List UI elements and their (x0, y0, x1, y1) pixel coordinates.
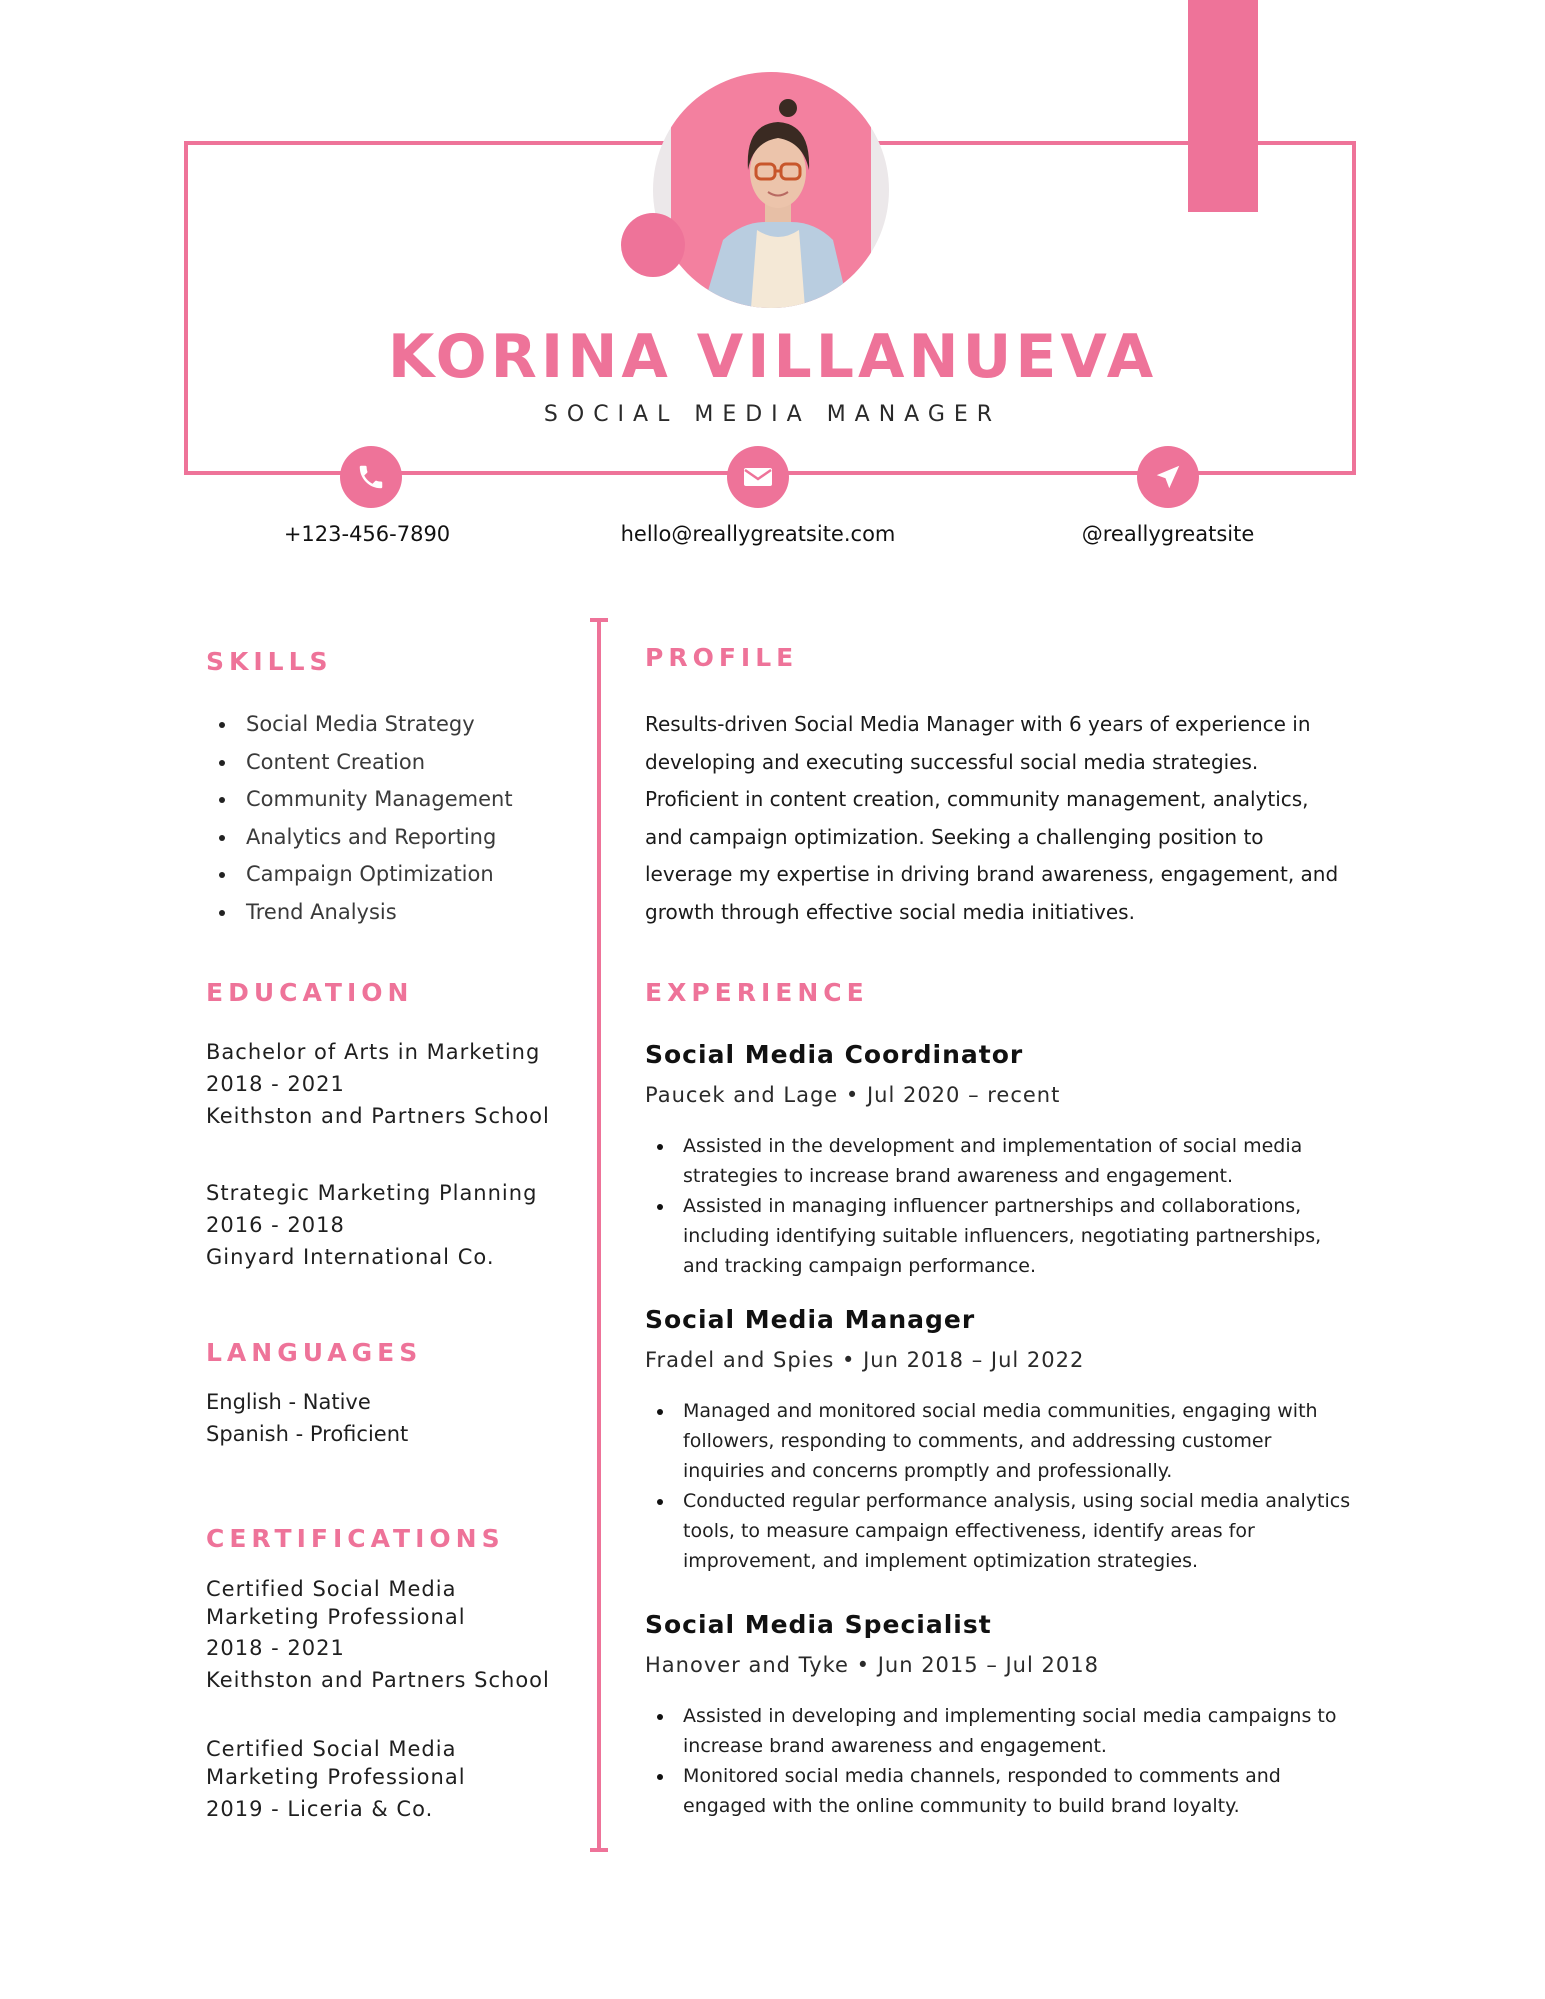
education-heading: EDUCATION (206, 978, 414, 1007)
profile-line: Proficient in content creation, community management, analytics, (645, 787, 1309, 811)
job-bullet: Assisted in managing influencer partnerships and collaborations, including identifying suitable influencers, negotiating partnerships, and tracking campaign performance. (683, 1191, 1353, 1281)
profile-photo (653, 72, 889, 308)
job-meta: Hanover and Tyke • Jun 2015 – Jul 2018 (645, 1653, 1099, 1677)
skill-item: Social Media Strategy (208, 706, 513, 744)
skill-item: Community Management (208, 781, 513, 819)
profile-line: growth through effective social media initiatives. (645, 899, 1135, 924)
language-item: Spanish - Proficient (206, 1422, 409, 1446)
candidate-name: KORINA VILLANUEVA (387, 322, 1158, 392)
profile-line: Results-driven Social Media Manager with 6 years of experience in (645, 712, 1311, 736)
certification-name-cont: Marketing Professional (206, 1765, 466, 1789)
phone-text: +123-456-7890 (283, 522, 451, 546)
languages-heading: LANGUAGES (206, 1338, 423, 1367)
skill-item: Analytics and Reporting (208, 819, 513, 857)
education-degree: Strategic Marketing Planning (206, 1181, 538, 1205)
certification-name-cont: Marketing Professional (206, 1605, 466, 1629)
email-icon (727, 446, 789, 508)
email-text: hello@reallygreatsite.com (620, 522, 896, 546)
job-bullet: Assisted in the development and implementation of social media strategies to increase brand awareness and engagement. (683, 1131, 1353, 1191)
certification-years: 2018 - 2021 (206, 1636, 345, 1660)
profile-line: and campaign optimization. Seeking a challenging position to (645, 824, 1264, 849)
send-icon (1137, 446, 1199, 508)
education-entry (206, 1177, 537, 1273)
skills-list (208, 706, 513, 931)
job-bullet: Conducted regular performance analysis, using social media analytics tools, to measure campaign effectiveness, identify areas for improvement, and implement optimization strategies. (683, 1486, 1353, 1576)
profile-line: leverage my expertise in driving brand awareness, engagement, and (645, 862, 1339, 886)
education-years: 2016 - 2018 (206, 1213, 345, 1237)
job-title: Social Media Manager (645, 1305, 976, 1334)
education-school: Keithston and Partners School (206, 1104, 550, 1128)
certification-name: Certified Social Media (206, 1577, 457, 1601)
phone-icon (340, 446, 402, 508)
education-school: Ginyard International Co. (206, 1245, 495, 1269)
certification-entry (206, 1735, 466, 1827)
job-title: Social Media Specialist (645, 1610, 992, 1639)
profile-line: developing and executing successful social media strategies. (645, 749, 1259, 774)
education-years: 2018 - 2021 (206, 1072, 345, 1096)
divider-cap-bottom (590, 1848, 608, 1852)
job-bullet: Monitored social media channels, responded to comments and engaged with the online community to build brand loyalty. (683, 1761, 1353, 1821)
certifications-heading: CERTIFICATIONS (206, 1524, 505, 1553)
job-bullets (683, 1701, 1353, 1821)
skills-heading: SKILLS (206, 647, 333, 676)
education-degree: Bachelor of Arts in Marketing (206, 1040, 541, 1064)
certification-name: Certified Social Media (206, 1737, 457, 1761)
job-bullets (683, 1131, 1353, 1281)
profile-heading: PROFILE (645, 643, 799, 672)
skill-item: Content Creation (208, 744, 513, 782)
accent-dot (621, 213, 685, 277)
divider-cap-top (590, 618, 608, 622)
education-entry (206, 1036, 550, 1132)
language-item: English - Native (206, 1390, 371, 1414)
job-bullet: Managed and monitored social media communities, engaging with followers, responding to comments, and addressing customer inquiries and concerns promptly and professionally. (683, 1396, 1353, 1486)
certification-entry (206, 1575, 550, 1695)
job-meta: Paucek and Lage • Jul 2020 – recent (645, 1083, 1061, 1107)
skill-item: Trend Analysis (208, 894, 513, 932)
job-title: Social Media Coordinator (645, 1040, 1024, 1069)
experience-heading: EXPERIENCE (645, 978, 869, 1007)
candidate-title: SOCIAL MEDIA MANAGER (543, 402, 1002, 427)
certification-school: Keithston and Partners School (206, 1668, 550, 1692)
job-meta: Fradel and Spies • Jun 2018 – Jul 2022 (645, 1348, 1085, 1372)
job-bullets (683, 1396, 1353, 1576)
column-divider (597, 620, 601, 1852)
job-bullet: Assisted in developing and implementing social media campaigns to increase brand awareness and engagement. (683, 1701, 1353, 1761)
social-handle-text: @reallygreatsite (1081, 522, 1255, 546)
certification-detail: 2019 - Liceria & Co. (206, 1797, 434, 1821)
profile-summary (645, 706, 1345, 931)
skill-item: Campaign Optimization (208, 856, 513, 894)
